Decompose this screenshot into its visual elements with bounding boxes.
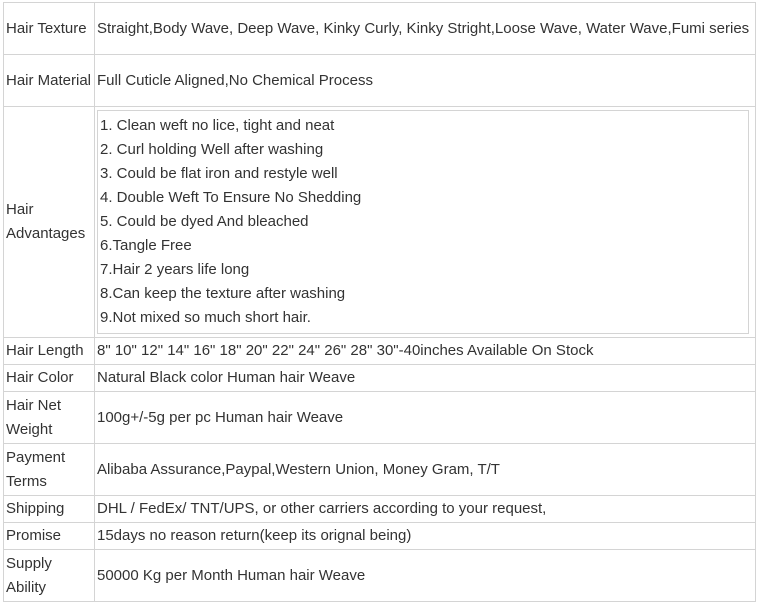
row-label: Hair Color xyxy=(4,365,95,392)
table-row-hair-net-weight xyxy=(4,392,756,444)
row-label: Hair Texture xyxy=(4,3,95,55)
row-label: Payment Terms xyxy=(4,444,95,496)
row-value: Straight,Body Wave, Deep Wave, Kinky Curly, Kinky Stright,Loose Wave, Water Wave,Fumi series xyxy=(95,3,756,55)
row-value: 100g+/-5g per pc Human hair Weave xyxy=(95,392,756,444)
row-label: Supply Ability xyxy=(4,550,95,602)
list-item: 1. Clean weft no lice, tight and neat xyxy=(100,116,335,134)
list-item: 9.Not mixed so much short hair. xyxy=(100,308,311,326)
list-item: 4. Double Weft To Ensure No Shedding xyxy=(100,188,362,206)
row-value: Natural Black color Human hair Weave xyxy=(95,365,756,392)
list-item: 6.Tangle Free xyxy=(100,236,192,254)
advantages-list xyxy=(97,110,749,334)
row-label: Promise xyxy=(4,523,95,550)
product-spec-table xyxy=(3,2,756,602)
row-value: Full Cuticle Aligned,No Chemical Process xyxy=(95,55,756,107)
list-item: 8.Can keep the texture after washing xyxy=(100,284,346,302)
table-row-hair-advantages xyxy=(4,107,756,338)
row-value: Alibaba Assurance,Paypal,Western Union, Money Gram, T/T xyxy=(95,444,756,496)
row-value xyxy=(95,107,756,338)
row-label: Hair Advantages xyxy=(4,107,95,338)
list-item: 7.Hair 2 years life long xyxy=(100,260,250,278)
row-label: Shipping xyxy=(4,496,95,523)
row-label: Hair Net Weight xyxy=(4,392,95,444)
row-value: 50000 Kg per Month Human hair Weave xyxy=(95,550,756,602)
table-row-supply-ability xyxy=(4,550,756,602)
table-row-hair-texture xyxy=(4,3,756,55)
row-value: 15days no reason return(keep its orignal being) xyxy=(95,523,756,550)
table-row-shipping xyxy=(4,496,756,523)
list-item: 3. Could be flat iron and restyle well xyxy=(100,164,338,182)
table-row-hair-length xyxy=(4,338,756,365)
table-row-payment-terms xyxy=(4,444,756,496)
table-row-promise xyxy=(4,523,756,550)
table-row-hair-material xyxy=(4,55,756,107)
row-label: Hair Length xyxy=(4,338,95,365)
list-item: 5. Could be dyed And bleached xyxy=(100,212,309,230)
table-row-hair-color xyxy=(4,365,756,392)
list-item: 2. Curl holding Well after washing xyxy=(100,140,324,158)
row-label: Hair Material xyxy=(4,55,95,107)
row-value: 8" 10" 12" 14" 16" 18" 20" 22" 24" 26" 28" 30"-40inches Available On Stock xyxy=(95,338,756,365)
row-value: DHL / FedEx/ TNT/UPS, or other carriers according to your request, xyxy=(95,496,756,523)
